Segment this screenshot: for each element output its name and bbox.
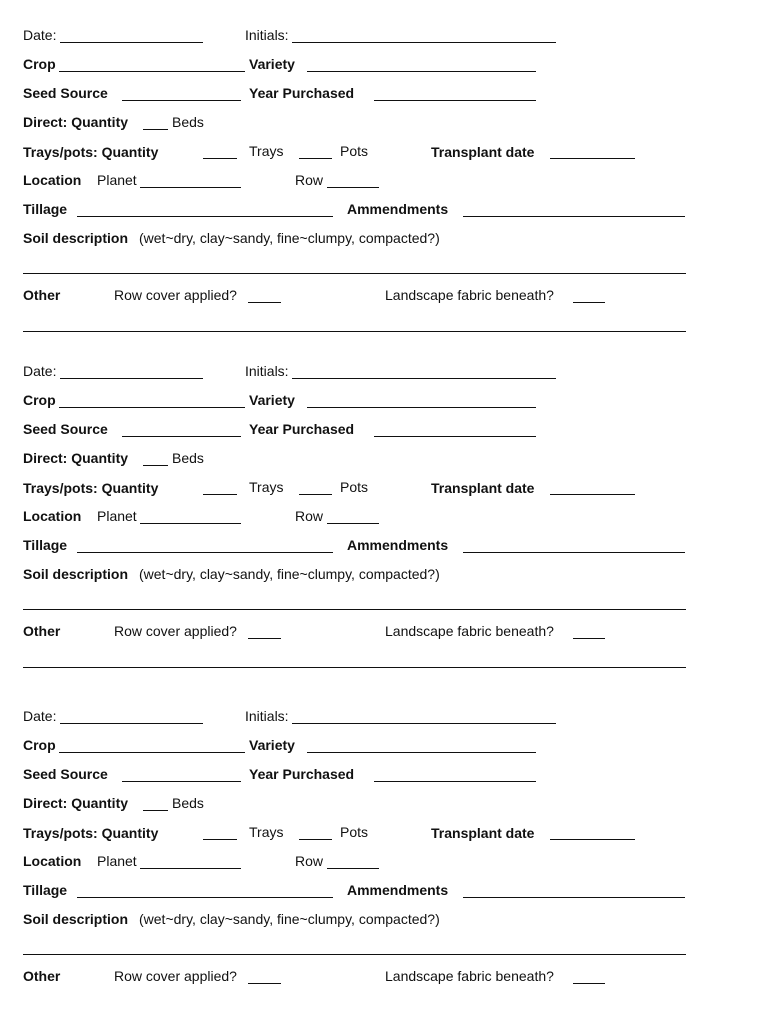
planet-field[interactable] [140, 187, 241, 188]
tillage-field[interactable] [77, 216, 333, 217]
row-cover-field[interactable] [248, 983, 281, 984]
direct-quantity-field[interactable] [143, 465, 168, 466]
trays-label: Trays [249, 479, 284, 495]
seed-source-label: Seed Source [23, 421, 108, 437]
transplant-date-label: Transplant date [431, 480, 535, 496]
variety-label: Variety [249, 392, 295, 408]
row-cover-label: Row cover applied? [114, 968, 237, 984]
landscape-fabric-label: Landscape fabric beneath? [385, 287, 554, 303]
date-label: Date: [23, 363, 57, 379]
variety-field[interactable] [307, 752, 536, 753]
date-field[interactable] [60, 42, 203, 43]
tillage-field[interactable] [77, 552, 333, 553]
date-field[interactable] [60, 723, 203, 724]
crop-label: Crop [23, 737, 56, 753]
crop-field[interactable] [59, 407, 245, 408]
landscape-fabric-label: Landscape fabric beneath? [385, 968, 554, 984]
soil-description-label: Soil description [23, 230, 129, 246]
beds-label: Beds [172, 450, 204, 466]
planting-record-block [0, 336, 770, 676]
trays-label: Trays [249, 143, 284, 159]
tillage-label: Tillage [23, 537, 68, 553]
initials-field[interactable] [292, 723, 556, 724]
amendments-label: Ammendments [347, 201, 449, 217]
trays-label: Trays [249, 824, 284, 840]
location-label: Location [23, 508, 82, 524]
direct-quantity-label: Direct: Quantity [23, 795, 129, 811]
amendments-label: Ammendments [347, 537, 449, 553]
year-purchased-label: Year Purchased [249, 85, 355, 101]
initials-label: Initials: [245, 363, 289, 379]
variety-field[interactable] [307, 71, 536, 72]
planet-label: Planet [97, 172, 137, 188]
row-field[interactable] [327, 187, 379, 188]
year-purchased-label: Year Purchased [249, 766, 355, 782]
pots-quantity-field[interactable] [299, 839, 332, 840]
soil-description-hint: (wet~dry, clay~sandy, fine~clumpy, compacted?) [139, 230, 440, 246]
planet-label: Planet [97, 508, 137, 524]
crop-field[interactable] [59, 752, 245, 753]
trays-quantity-field[interactable] [203, 494, 237, 495]
seed-source-field[interactable] [122, 781, 241, 782]
transplant-date-field[interactable] [550, 158, 635, 159]
pots-quantity-field[interactable] [299, 494, 332, 495]
amendments-field[interactable] [463, 897, 685, 898]
landscape-fabric-field[interactable] [573, 983, 605, 984]
tillage-label: Tillage [23, 882, 68, 898]
location-label: Location [23, 853, 82, 869]
transplant-date-label: Transplant date [431, 144, 535, 160]
row-cover-field[interactable] [248, 638, 281, 639]
trays-pots-quantity-label: Trays/pots: Quantity [23, 144, 159, 160]
crop-label: Crop [23, 56, 56, 72]
landscape-fabric-field[interactable] [573, 302, 605, 303]
seed-source-label: Seed Source [23, 766, 108, 782]
seed-source-label: Seed Source [23, 85, 108, 101]
planting-record-block [0, 681, 770, 1021]
tillage-label: Tillage [23, 201, 68, 217]
trays-pots-quantity-label: Trays/pots: Quantity [23, 825, 159, 841]
pots-label: Pots [340, 479, 369, 495]
variety-label: Variety [249, 737, 295, 753]
date-label: Date: [23, 708, 57, 724]
landscape-fabric-label: Landscape fabric beneath? [385, 623, 554, 639]
transplant-date-field[interactable] [550, 839, 635, 840]
year-purchased-field[interactable] [374, 781, 536, 782]
planet-field[interactable] [140, 868, 241, 869]
crop-field[interactable] [59, 71, 245, 72]
date-field[interactable] [60, 378, 203, 379]
soil-description-field[interactable] [23, 954, 686, 955]
beds-label: Beds [172, 795, 204, 811]
planet-field[interactable] [140, 523, 241, 524]
pots-quantity-field[interactable] [299, 158, 332, 159]
other-notes-field[interactable] [23, 331, 686, 332]
row-cover-label: Row cover applied? [114, 287, 237, 303]
amendments-field[interactable] [463, 552, 685, 553]
other-label: Other [23, 968, 61, 984]
planting-record-block [0, 0, 770, 340]
row-cover-label: Row cover applied? [114, 623, 237, 639]
row-label: Row [295, 853, 324, 869]
crop-label: Crop [23, 392, 56, 408]
trays-quantity-field[interactable] [203, 839, 237, 840]
trays-quantity-field[interactable] [203, 158, 237, 159]
soil-description-hint: (wet~dry, clay~sandy, fine~clumpy, compacted?) [139, 566, 440, 582]
row-field[interactable] [327, 868, 379, 869]
row-label: Row [295, 508, 324, 524]
direct-quantity-label: Direct: Quantity [23, 114, 129, 130]
other-label: Other [23, 623, 61, 639]
trays-pots-quantity-label: Trays/pots: Quantity [23, 480, 159, 496]
transplant-date-field[interactable] [550, 494, 635, 495]
direct-quantity-field[interactable] [143, 810, 168, 811]
other-notes-field[interactable] [23, 667, 686, 668]
initials-label: Initials: [245, 708, 289, 724]
soil-description-field[interactable] [23, 609, 686, 610]
amendments-label: Ammendments [347, 882, 449, 898]
location-label: Location [23, 172, 82, 188]
pots-label: Pots [340, 143, 369, 159]
row-cover-field[interactable] [248, 302, 281, 303]
row-label: Row [295, 172, 324, 188]
seed-source-field[interactable] [122, 436, 241, 437]
initials-field[interactable] [292, 378, 556, 379]
landscape-fabric-field[interactable] [573, 638, 605, 639]
transplant-date-label: Transplant date [431, 825, 535, 841]
year-purchased-field[interactable] [374, 436, 536, 437]
soil-description-label: Soil description [23, 566, 129, 582]
tillage-field[interactable] [77, 897, 333, 898]
initials-field[interactable] [292, 42, 556, 43]
year-purchased-label: Year Purchased [249, 421, 355, 437]
seed-source-field[interactable] [122, 100, 241, 101]
year-purchased-field[interactable] [374, 100, 536, 101]
soil-description-hint: (wet~dry, clay~sandy, fine~clumpy, compacted?) [139, 911, 440, 927]
date-label: Date: [23, 27, 57, 43]
variety-label: Variety [249, 56, 295, 72]
initials-label: Initials: [245, 27, 289, 43]
direct-quantity-field[interactable] [143, 129, 168, 130]
beds-label: Beds [172, 114, 204, 130]
planet-label: Planet [97, 853, 137, 869]
variety-field[interactable] [307, 407, 536, 408]
pots-label: Pots [340, 824, 369, 840]
row-field[interactable] [327, 523, 379, 524]
direct-quantity-label: Direct: Quantity [23, 450, 129, 466]
other-label: Other [23, 287, 61, 303]
soil-description-field[interactable] [23, 273, 686, 274]
soil-description-label: Soil description [23, 911, 129, 927]
amendments-field[interactable] [463, 216, 685, 217]
